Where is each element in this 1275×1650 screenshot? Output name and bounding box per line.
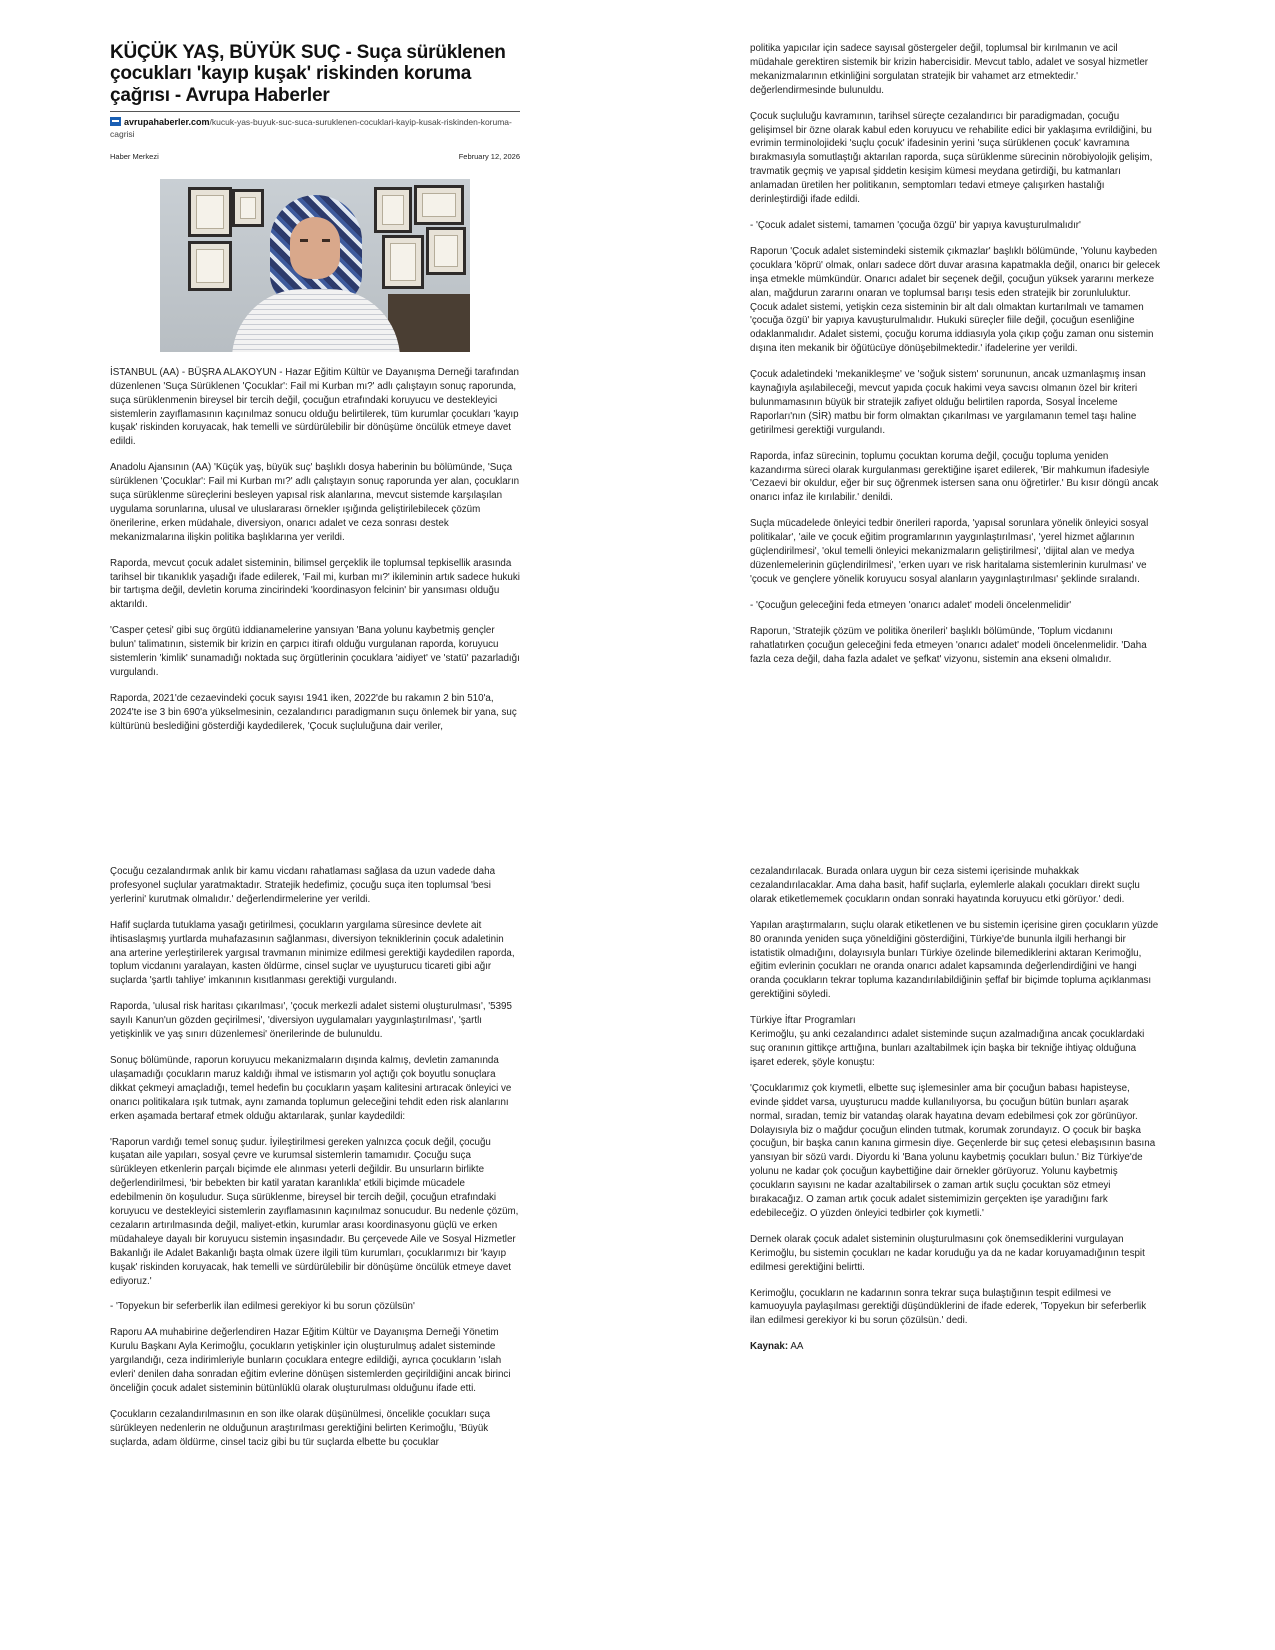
wall-frame	[426, 227, 466, 275]
wall-frame	[374, 187, 412, 233]
author: Haber Merkezi	[110, 152, 159, 162]
column-4	[750, 865, 1160, 1366]
paragraph: 'Raporun vardığı temel sonuç şudur. İyileştirilmesi gereken yalnızca çocuk değil, çocuğu kuşatan aile yapıları, sosyal çevre ve kurumsal sistemlerin tamamıdır. Çocuğu suça sürükleyen etkenlerin parçalı biçimde ele alınması yeterli değildir. Bu unsurların birlikte değerlendirilmesi, 'bir bebekten bir katil yaratan karanlıkla' etkili biçimde mücadele edebilmenin ön koşuludur. Suça sürüklenme, bireysel bir tercih değil, çocuğun etrafındaki koruyucu ve destekleyici sistemlerin zayıflamasının kaçınılmaz sonucudur. Bu nedenle çözüm, cezaların artırılmasında değil, maliyet-etkin, kurumlar arası koordinasyonu güçlü ve erken müdahaleye dayalı bir koruyucu sistemin inşasındadır. Bu çerçevede Aile ve Sosyal Hizmetler Bakanlığı ile Adalet Bakanlığı başta olmak üzere ilgili tüm kurumları, çocuklarımızı bir 'kayıp kuşak' riskinden koruyacak, hak temelli ve sürdürülebilir bir dönüşüme öncülük etmeye davet ediyoruz.'	[110, 1136, 519, 1287]
column-2	[750, 42, 1160, 678]
wall-frame	[232, 189, 264, 227]
paragraph: Raporda, 'ulusal risk haritası çıkarılması', 'çocuk merkezli adalet sistemi oluşturulması', '5395 sayılı Kanun'un gözden geçirilmesi', 'diversiyon uygulamaları yaygınlaştırılması', 'şartlı yetişkinlik ve yaş sınırı düzenlemesi' önerilerinde de bulunuldu.	[110, 1001, 512, 1041]
paragraph: Dernek olarak çocuk adalet sisteminin oluşturulmasını çok önemsediklerini vurgulayan Kerimoğlu, bu sistemin çocukları ne kadar koruduğu ya da ne kadar koruyamadığının tespit edilmesi gerektiğini belirtti.	[750, 1233, 1145, 1273]
column-3	[110, 865, 520, 1462]
source-domain[interactable]: avrupahaberler.com	[124, 117, 210, 128]
paragraph: Çocukların cezalandırılmasının en son ilke olarak düşünülmesi, öncelikle çocukları suça sürükleyen nedenlerin ne olduğunun araştırılması gerektiğini belirten Kerimoğlu, 'Büyük suçlarda, adam öldürme, cinsel taciz gibi bu tür suçlarda elbette bu çocuklar	[110, 1408, 491, 1448]
paragraph: 'Casper çetesi' gibi suç örgütü iddianamelerine yansıyan 'Bana yolunu kaybetmiş gençler bulun' talimatının, sistemik bir krizin en çarpıcı itirafı olduğu vurgulanan raporda, koruyucu sistemlerin 'kimlik' sunamadığı noktada suç örgütlerinin çocuklara 'aidiyet' ve 'statü' pazarladığı vurgulandı.	[110, 625, 520, 678]
paragraph: Kerimoğlu, çocukların ne kadarının sonra tekrar suça bulaştığının tespit edilmesi ve kamuoyuyla paylaşılması gerektiği düşündüklerini de ifade ederek, 'Topyekun bir seferberlik ilan edilmesi gerekiyor ki bu sorun çözülsün.' dedi.	[750, 1287, 1147, 1327]
paragraph: Yapılan araştırmaların, suçlu olarak etiketlenen ve bu sistemin içerisine giren çocukların yüzde 80 oranında yeniden suça yöneldiğini gösterdiğini, Türkiye'de bununla ilgili herhangi bir istatistik olmadığını, dolayısıyla bunları Türkiye özelinde bilemediklerini aktaran Kerimoğlu, eğitim evlerinin çocukları ne oranda onarıcı adalet kapsamında değerlendirdiğini ve hangi oranda çocukların tekrar topluma kazandırılabildiğinin şeffaf bir biçimde topluma açıklanması gerektiğini söyledi.	[750, 919, 1159, 1001]
section-subheading: - 'Topyekun bir seferberlik ilan edilmesi gerekiyor ki bu sorun çözülsün'	[110, 1301, 415, 1313]
paragraph: Raporun 'Çocuk adalet sistemindeki sistemik çıkmazlar' başlıklı bölümünde, 'Yolunu kaybeden çocuklara 'köprü' olmak, onları sadece dört duvar arasına kapatmakla değil, onarıcı bir gelecek inşa etmekle mümkündür. Onarıcı adalet bir seçenek değil, çocuğun yüksek yararını merkeze alan, mağdurun zararını onaran ve toplumsal barışı tesis eden stratejik bir zorunluluktur. Çocuk adalet sistemi, yetişkin ceza sisteminin bir alt dalı olmaktan kurtarılmalı ve tamamen 'çocuğa özgü' bir yapıya kavuşturulmalıdır. Hukuki süreçler fiile değil, çocuğun esenliğine odaklanmalıdır. Adalet sistemi, çocuğu koruma iddiasıyla yola çıkıp çoğu zaman onu sistemin dışına iten mekanik bir öğütücüye dönüşebilmektedir.' ifadelerine yer verildi.	[750, 245, 1160, 355]
striped-jacket	[232, 289, 400, 352]
column-1	[110, 42, 520, 746]
publish-date: February 12, 2026	[458, 152, 520, 162]
article-headline: KÜÇÜK YAŞ, BÜYÜK SUÇ - Suça sürüklenen çocukları 'kayıp kuşak' riskinden koruma çağrısı - Avrupa Haberler	[110, 42, 506, 106]
paragraph: cezalandırılacak. Burada onlara uygun bir ceza sistemi içerisinde muhakkak cezalandırılacaklar. Ama daha basit, hafif suçlarla, eylemlerle alakalı çocukları direkt suçlu olarak etiketlememek çocukların ondan sonraki hayatında koruyucu etki görüyor.' dedi.	[750, 866, 1140, 905]
article-photo	[160, 179, 470, 352]
site-favicon-icon	[110, 117, 121, 126]
wall-frame	[188, 187, 232, 237]
paragraph: Hafif suçlarda tutuklama yasağı getirilmesi, çocukların yargılama süresince devlete ait ihtisaslaşmış yurtlarda muhafazasının sağlanması, diversiyon tekniklerinin çocuk adaletinin ana arterine yerleştirilerek yargısal travmanın minimize edilmesi gerektiği kaydedilen raporda, toplum vicdanını yaralayan, kasten öldürme, cinsel suçlar ve uyuşturucu ticareti gibi ağır suçlarda 'şartlı tahliye' imkanının kısıtlanması gerektiği vurgulandı.	[110, 919, 515, 987]
wall-frame	[188, 241, 232, 291]
source-label: Kaynak:	[750, 1341, 789, 1353]
paragraph: Suçla mücadelede önleyici tedbir önerileri raporda, 'yapısal sorunlara yönelik önleyici sosyal politikalar', 'aile ve çocuk eğitim programlarının yaygınlaştırılması', 'yerel hizmet ağlarının güçlendirilmesi', 'okul temelli önleyici mekanizmaların geliştirilmesi', 'dijital alan ve medya düzenlemelerinin güçlendirilmesi', 'erken uyarı ve risk haritalama sistemlerinin kurulması' ve 'çocuk ve gençlere yönelik koruyucu sosyal alanların yaygınlaştırılması' şeklinde sıralandı.	[750, 518, 1149, 585]
paragraph: Çocuğu cezalandırmak anlık bir kamu vicdanı rahatlaması sağlasa da uzun vadede daha profesyonel suçlular yaratmaktadır. Stratejik hedefimiz, çocuğu suça iten toplumsal 'besi yerlerini' kurutmak olmalıdır.' değerlendirmelerine yer verildi.	[110, 866, 496, 905]
section-subheading: - 'Çocuğun geleceğini feda etmeyen 'onarıcı adalet' modeli öncelenmelidir'	[750, 599, 1072, 611]
source-path[interactable]: /kucuk-yas-buyuk-suc-suca-suruklenen-cocuklari-kayip-kusak-riskinden-koruma-cagrisi	[110, 117, 512, 140]
eyes	[300, 239, 330, 242]
paragraph: İSTANBUL (AA) - BÜŞRA ALAKOYUN - Hazar Eğitim Kültür ve Dayanışma Derneği tarafından düzenlenen 'Suça Sürüklenen 'Çocuklar': Fail mi Kurban mı?' adlı çalıştayın sonuç raporunda, suça sürüklenmenin bireysel bir tercih değil, çocuğun etrafındaki koruyucu ve destekleyici sistemlerin zayıflamasının kaçınılmaz sonucu olduğu belirtilerek, tüm kurumlar çocukları 'kayıp kuşak' riskinden koruyacak, hak temelli ve sürdürülebilir bir dönüşüme öncülük etmeye davet edildi.	[110, 366, 519, 448]
paragraph: Raporu AA muhabirine değerlendiren Hazar Eğitim Kültür ve Dayanışma Derneği Yönetim Kurulu Başkanı Ayla Kerimoğlu, çocukların yetişkinler için oluşturulmuş adalet sisteminde yargılandığı, ceza indirimleriyle bunların çocuklara entegre edildiği, ayrıca çocukların 'ıslah evleri' denilen daha sonradan eğitim evlerine dönüşen sistemlerden geçirildiğini ancak birinci önceliğin çocuk adalet sisteminin bütünlüklü olarak oluşturulması olduğunu ifade etti.	[110, 1327, 511, 1394]
paragraph: Anadolu Ajansının (AA) 'Küçük yaş, büyük suç' başlıklı dosya haberinin bu bölümünde, 'Suça sürüklenen 'Çocuklar': Fail mi Kurban mı?' adlı çalıştayın sonuç raporunda yer alan, çocukların suça sürüklenme süreçlerini besleyen yapısal risk alanlarına, mevcut sistemde karşılaşılan uygulama sorunlarına, ulusal ve uluslararası örnekler ışığında geliştirilebilecek çözüm önerilerine, erken müdahale, diversiyon, onarıcı adalet ve ceza sonrası destek mekanizmalarına ilişkin politika başlıklarına yer verildi.	[110, 462, 520, 543]
paragraph: Raporun, 'Stratejik çözüm ve politika önerileri' başlıklı bölümünde, 'Toplum vicdanını rahatlatırken çocuğun geleceğini feda etmeyen 'onarıcı adalet' modeli öncelenmelidir. 'Daha fazla ceza değil, daha fazla adalet ve şefkat' vizyonu, sistemin ana ekseni olmalıdır.	[750, 625, 1147, 665]
paragraph: 'Çocuklarımız çok kıymetli, elbette suç işlemesinler ama bir çocuğun babası hapisteyse, evinde şiddet varsa, uyuşturucu madde kullanılıyorsa, bu çocuğun bütün bunları aşarak normal, sıradan, temiz bir vatandaş olarak hayatına devam edebilmesi çok zor görünüyor. Dolayısıyla biz o mağdur çocuğun elinden tutmak, korumak zorundayız. O çocuk bir başka çocuğun, bir başka canın kanına girmesin diye. Geçenlerde bir suç çetesi elebaşısının basına yansıyan bir sözü vardı. Diyordu ki 'Bana yolunu kaybetmiş çocukları bulun.' Biz Türkiye'de yolunu ne kadar çok çocuğun kaybettiğine dair örnekler görüyoruz. Yolunu kaybetmiş çocukların sayısını ne kadar azaltabilirsek o zaman artık suçlu çocuktan söz etmeyi bırakacağız. O zaman artık çocuk adalet sistemimizin gerçekten işe yaradığını fark edebileceğiz. O yüzden önleyici tedbirler çok kıymetli.'	[750, 1082, 1156, 1219]
paragraph: Raporda, 2021'de cezaevindeki çocuk sayısı 1941 iken, 2022'de bu rakamın 2 bin 510'a, 2024'te ise 3 bin 690'a yükselmesinin, cezalandırıcı paradigmanın suçu önlemek bir yana, suç kültürünü beslediğini gösterdiği kaydedilerek, 'Çocuk suçluluğuna dair veriler,	[110, 692, 517, 732]
paragraph: Çocuk adaletindeki 'mekanikleşme' ve 'soğuk sistem' sorununun, ancak uzmanlaşmış insan kaynağıyla aşılabileceği, mevcut yapıda çocuk hakimi veya savcısı olmanın özel bir kriteri bulunmamasının büyük bir stratejik zafiyet olduğu belirtilen raporda, Sosyal İnceleme Raporları'nın (SİR) matbu bir form olmaktan çıkarılması ve yargılamanın temel taşı haline getirilmesi gerektiği vurgulandı.	[750, 369, 1146, 436]
paragraph: politika yapıcılar için sadece sayısal göstergeler değil, toplumsal bir kırılmanın ve acil müdahale gerektiren sistemik bir krizin habercisidir. Mevcut tablo, adalet ve sosyal hizmetler mekanizmalarının etkinliğini sorgulatan stratejik bir vahamet arz etmektedir.' değerlendirmesinde bulunuldu.	[750, 43, 1149, 96]
source-value: AA	[790, 1341, 804, 1353]
source-credit	[750, 1340, 1160, 1354]
article-meta	[110, 152, 520, 163]
paragraph: Raporda, infaz sürecinin, toplumu çocuktan koruma değil, çocuğu topluma yeniden kazandırma süreci olarak kurgulanması gerektiğine işaret edilerek, 'Bir mahkumun ifadesiyle 'Cezaevi bir okuldur, eğer bir suç öğrenmek istersen sana onu öğretirler.' Bu kısır döngü ancak onarıcı infaz ile kırılabilir.' denildi.	[750, 450, 1159, 504]
paragraph: Çocuk suçluluğu kavramının, tarihsel süreçte cezalandırıcı bir paradigmadan, çocuğu gelişimsel bir özne olarak kabul eden koruyucu ve rehabilite edici bir yaklaşıma evrildiğini, bu evrimin terminolojideki 'suçlu çocuk' ifadesinin yerini 'suça sürüklenen çocuk' kavramına bırakmasıyla somutlaştığı aktarılan raporda, suça sürüklenme sürecinin nörobiyolojik gelişim, travmatik geçmiş ve yapısal şiddetin kesişim kümesi meydana getirdiği, bu katmanları anlamadan üretilen her politikanın, semptomları tedavi etmeye çalışırken hastalığı derinleştirdiği ifade edildi.	[750, 110, 1153, 206]
wall-frame	[414, 185, 464, 225]
paragraph: Raporda, mevcut çocuk adalet sisteminin, bilimsel gerçeklik ile toplumsal tepkisellik arasında tarihsel bir tıkanıklık yaşadığı ifade edilerek, 'Fail mi, kurban mı?' ikileminin artık sadece hukuki bir tartışma değil, devletin koruma zincirindeki 'koordinasyon felcinin' bir yansıması olduğu aktarıldı.	[110, 557, 520, 611]
wall-frame	[382, 235, 424, 289]
paragraph: Sonuç bölümünde, raporun koruyucu mekanizmaların dışında kalmış, devletin zamanında ulaşamadığı çocukların maruz kaldığı ihmal ve istismarın yol açtığı çok boyutlu sonuçlara dikkat çekmeyi amaçladığı, temel hedefin bu çocukların yaşam kalitesini artıracak önleyici ve onarıcı politikalara ışık tutmak, aynı zamanda toplumun geleceğini tehdit eden risk alanlarını erken aşamada bertaraf etmek olduğu aktarılarak, şunlar kaydedildi:	[110, 1054, 512, 1122]
face	[290, 217, 340, 279]
section-subheading: - 'Çocuk adalet sistemi, tamamen 'çocuğa özgü' bir yapıya kavuşturulmalıdır'	[750, 219, 1081, 231]
paragraph: Kerimoğlu, şu anki cezalandırıcı adalet sisteminde suçun azalmadığına ancak çocuklardaki suç oranının gittikçe arttığına, bunları azaltabilmek için başka bir tekniğe ihtiyaç olduğuna işaret ederek, şöyle konuştu:	[750, 1029, 1145, 1068]
inline-link-heading[interactable]: Türkiye İftar Programları	[750, 1015, 856, 1027]
source-link[interactable]	[110, 111, 520, 140]
shelf	[388, 294, 470, 352]
